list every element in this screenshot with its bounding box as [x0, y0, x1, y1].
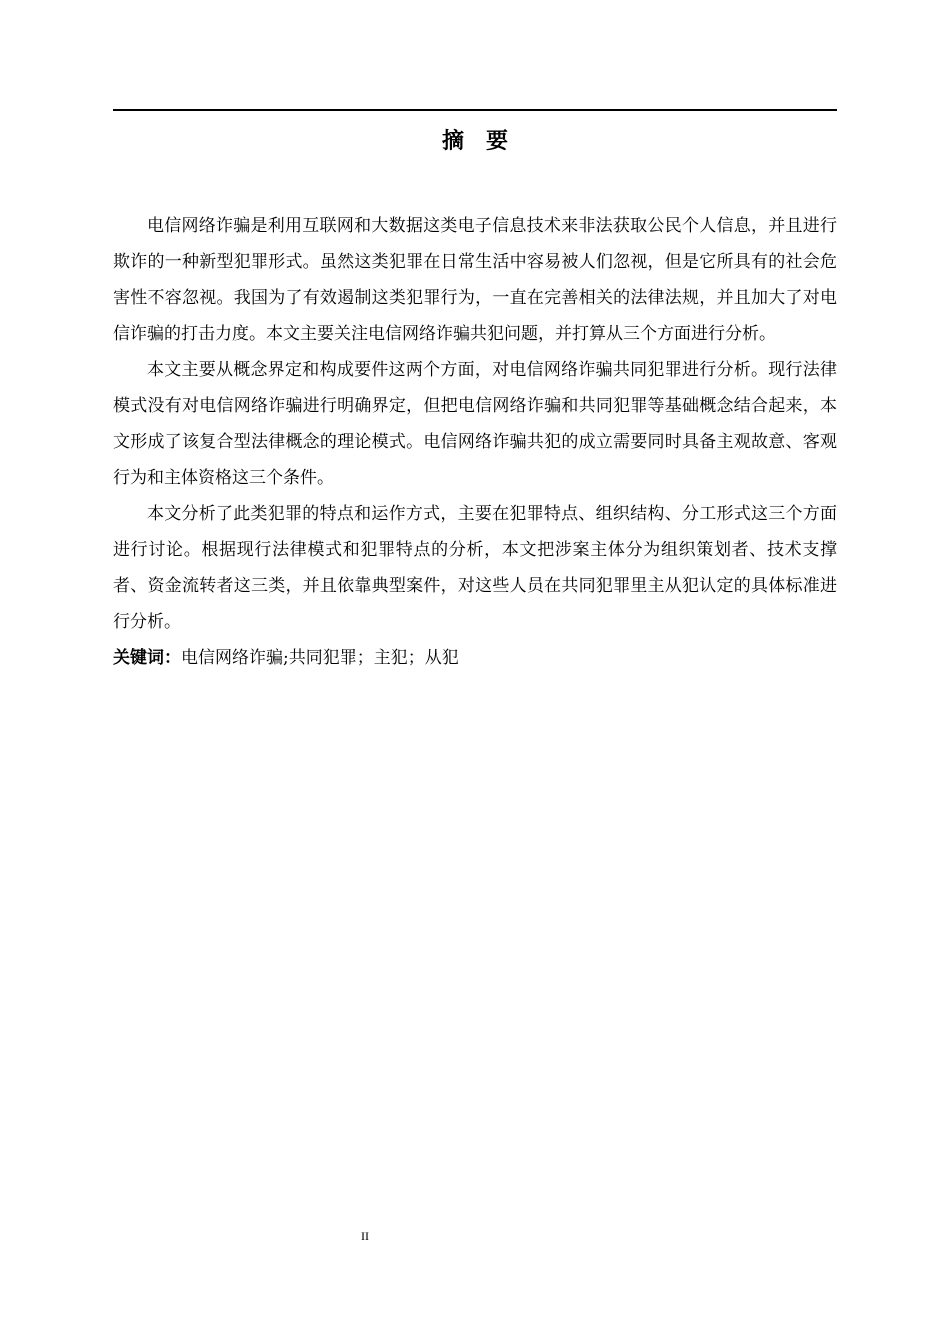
abstract-title: 摘 要 [441, 129, 508, 154]
header-rule [113, 109, 837, 111]
abstract-body [113, 208, 837, 676]
keywords-label: 关键词： [113, 648, 181, 668]
keywords-line [113, 640, 837, 676]
abstract-paragraph-1: 电信网络诈骗是利用互联网和大数据这类电子信息技术来非法获取公民个人信息，并且进行欺诈的一种新型犯罪形式。虽然这类犯罪在日常生活中容易被人们忽视，但是它所具有的社会危害性不容忽视。我国为了有效遏制这类犯罪行为，一直在完善相关的法律法规，并且加大了对电信诈骗的打击力度。本文主要关注电信网络诈骗共犯问题，并打算从三个方面进行分析。 [113, 216, 837, 344]
abstract-paragraph-3: 本文分析了此类犯罪的特点和运作方式，主要在犯罪特点、组织结构、分工形式这三个方面进行讨论。根据现行法律模式和犯罪特点的分析，本文把涉案主体分为组织策划者、技术支撑者、资金流转者这三类，并且依靠典型案件，对这些人员在共同犯罪里主从犯认定的具体标准进行分析。 [113, 504, 837, 632]
abstract-paragraph-2: 本文主要从概念界定和构成要件这两个方面，对电信网络诈骗共同犯罪进行分析。现行法律模式没有对电信网络诈骗进行明确界定，但把电信网络诈骗和共同犯罪等基础概念结合起来，本文形成了该复合型法律概念的理论模式。电信网络诈骗共犯的成立需要同时具备主观故意、客观行为和主体资格这三个条件。 [113, 360, 837, 488]
page-number: II [361, 1229, 369, 1243]
keywords-text: 电信网络诈骗;共同犯罪；主犯；从犯 [181, 648, 459, 668]
